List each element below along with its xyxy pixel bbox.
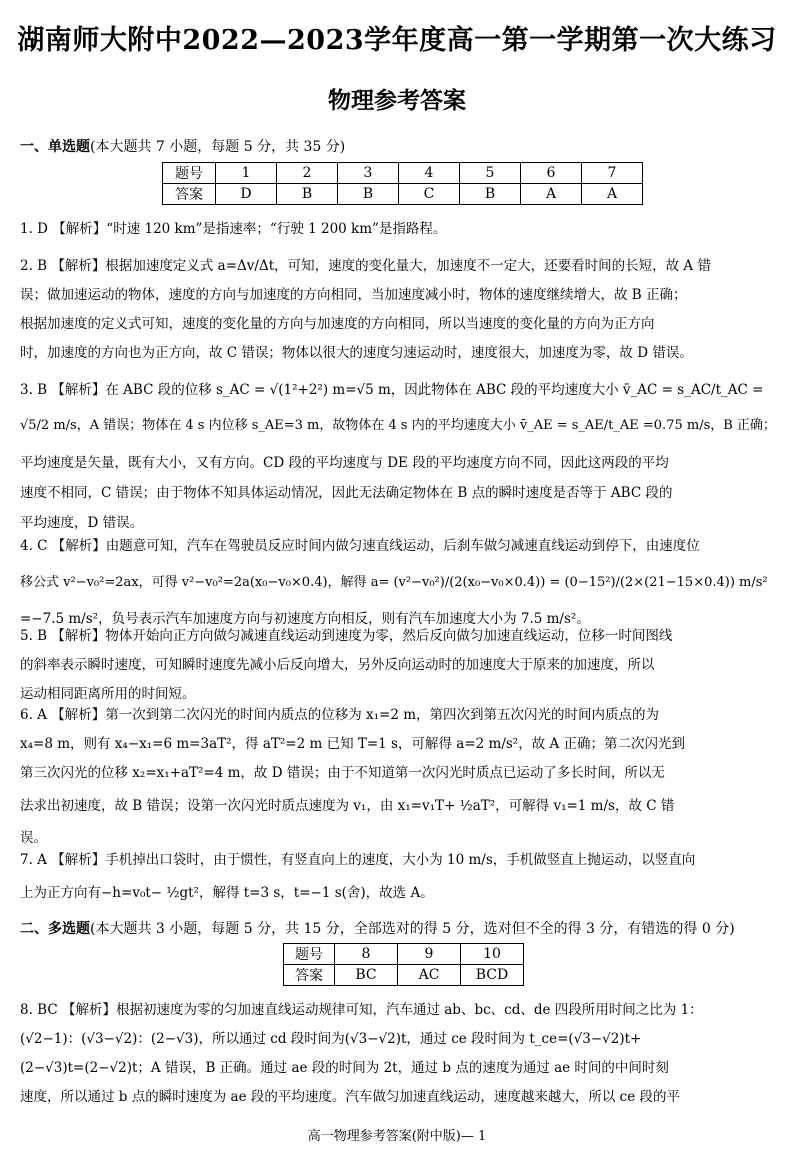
text-line: 误；做加速运动的物体，速度的方向与加速度的方向相同，当加速度减小时，物体的速度继续增大，故 B 正确； [20,287,687,303]
table-cell: A [582,184,643,205]
text-line: 平均速度是矢量，既有大小，又有方向。CD 段的平均速度与 DE 段的平均速度方向不同，因此这两段的平均 [20,455,669,471]
table-cell: 3 [338,163,399,184]
table-cell: 答案 [284,965,335,986]
section2-heading-line [20,918,735,938]
table-cell: 6 [521,163,582,184]
section1-heading: 一、单选题 [20,139,90,155]
section2-answer-table [283,943,524,986]
text-line: 第三次闪光的位移 x₂=x₁+aT²=4 m，故 D 错误；由于不知道第一次闪光时质点已运动了多长时间，所以无 [20,765,665,781]
table-cell: 7 [582,163,643,184]
text-line: (2−√3)t=(2−√2)t；A 错误，B 正确。通过 ae 段的时间为 2t，通过 b 点的速度为通过 ae 时间的中间时刻 [20,1060,669,1076]
table-cell: 4 [399,163,460,184]
table-cell: 题号 [284,944,335,965]
table-cell: B [338,184,399,205]
table-cell: 1 [216,163,277,184]
table-cell: 答案 [163,184,216,205]
text-line: 速度，所以通过 b 点的瞬时速度为 ae 段的平均速度。汽车做匀加速直线运动，速度越来越大，所以 ce 段的平 [20,1089,680,1105]
text-line: 平均速度，D 错误。 [20,515,144,531]
table-cell: AC [398,965,461,986]
text-line: 时，加速度的方向也为正方向，故 C 错误；物体以很大的速度匀速运动时，速度很大，加速度为零，故 D 错误。 [20,345,693,361]
text-line: 4. C 【解析】由题意可知，汽车在驾驶员反应时间内做匀速直线运动，后刹车做匀减速直线运动到停下，由速度位 [20,538,700,554]
section2-heading: 二、多选题 [20,921,90,937]
table-cell: 10 [461,944,524,965]
text-line: 根据加速度的定义式可知，速度的变化量的方向与加速度的方向相同，所以当速度的变化量的方向为正方向 [20,316,655,332]
text-line: 移公式 v²−v₀²=2ax，可得 v²−v₀²=2a(x₀−v₀×0.4)，解得 a= (v²−v₀²)/(2(x₀−v₀×0.4)) = (0−15²)/(2×(21−15×0.4)) m/s² [20,575,768,590]
text-line: 运动相同距离所用的时间短。 [20,686,196,702]
question-5 [20,622,780,709]
section2-note: (本大题共 3 小题，每题 5 分，共 15 分，全部选对的得 5 分，选对但不全的得 3 分，有错选的得 0 分) [90,921,735,937]
text-line: 5. B 【解析】物体开始向正方向做匀减速直线运动到速度为零，然后反向做匀加速直线运动，位移一时间图线 [20,628,673,644]
section2-header-row [284,944,524,965]
text-line: 法求出初速度，故 B 错误；设第一次闪光时质点速度为 v₁，由 x₁=v₁T+ ½aT²，可解得 v₁=1 m/s，故 C 错 [20,798,675,814]
page-footer: 高一物理参考答案(附中版)— 1 [307,1129,487,1144]
table-cell: C [399,184,460,205]
question-7 [20,846,780,911]
section2-answer-row [284,965,524,986]
question-8 [20,996,780,1112]
text-line: 6. A 【解析】第一次到第二次闪光的时间内质点的位移为 x₁=2 m，第四次到第五次闪光的时间内质点的为 [20,707,660,723]
text-line: 2. B 【解析】根据加速度定义式 a=Δv/Δt，可知，速度的变化量大，加速度不一定大，还要看时间的长短，故 A 错 [20,258,711,274]
table-cell: A [521,184,582,205]
table-cell: 题号 [163,163,216,184]
text-line: 3. B 【解析】在 ABC 段的位移 s_AC = √(1²+2²) m=√5 m，因此物体在 ABC 段的平均速度大小 v̄_AC = s_AC/t_AC = [20,382,764,398]
text-line: 误。 [20,830,47,846]
document-title: 湖南师大附中2022—2023学年度高一第一学期第一次大练习 [17,25,777,56]
text-line: 的斜率表示瞬时速度，可知瞬时速度先减小后反向增大，另外反向运动时的加速度大于原来的加速度，所以 [20,657,655,673]
table-cell: D [216,184,277,205]
table-cell: 8 [335,944,398,965]
table-cell: B [460,184,521,205]
table-cell: 5 [460,163,521,184]
question-4 [20,530,780,634]
question-1 [20,215,780,244]
question-2 [20,252,780,368]
table-cell: 9 [398,944,461,965]
section1-note: (本大题共 7 小题，每题 5 分，共 35 分) [90,139,346,155]
table-cell: BCD [461,965,524,986]
table-cell: BC [335,965,398,986]
table-cell: B [277,184,338,205]
text-line: √5/2 m/s，A 错误；物体在 4 s 内位移 s_AE=3 m，故物体在 4 s 内的平均速度大小 v̄_AE = s_AE/t_AE =0.75 m/s，B 正确； [20,418,776,433]
table-cell: 2 [277,163,338,184]
section1-answer-table [162,162,643,205]
section1-heading-line [20,136,345,156]
section1-answer-row [163,184,643,205]
section1-header-row [163,163,643,184]
text-line: 1. D 【解析】“时速 120 km”是指速率；“行驶 1 200 km”是指路程。 [20,221,447,237]
document-subtitle: 物理参考答案 [328,87,466,114]
text-line: 8. BC 【解析】根据初速度为零的匀加速直线运动规律可知，汽车通过 ab、bc、cd、de 四段所用时间之比为 1： [20,1002,703,1018]
text-line: 上为正方向有−h=v₀t− ½gt²，解得 t=3 s，t=−1 s(舍)，故选 A。 [20,885,434,901]
text-line: =−7.5 m/s²，负号表示汽车加速度方向与初速度方向相反，则有汽车加速度大小为 7.5 m/s²。 [20,611,590,627]
question-3 [20,372,780,538]
text-line: 7. A 【解析】手机掉出口袋时，由于惯性，有竖直向上的速度，大小为 10 m/s，手机做竖直上抛运动，以竖直向 [20,852,696,868]
text-line: 速度不相同，C 错误；由于物体不知具体运动情况，因此无法确定物体在 B 点的瞬时速度是否等于 ABC 段的 [20,485,673,501]
text-line: x₄=8 m，则有 x₄−x₁=6 m=3aT²，得 aT²=2 m 已知 T=1 s，可解得 a=2 m/s²，故 A 正确；第二次闪光到 [20,736,686,752]
text-line: (√2−1)：(√3−√2)：(2−√3)，所以通过 cd 段时间为(√3−√2)t，通过 ce 段时间为 t_ce=(√3−√2)t+ [20,1031,642,1047]
question-6 [20,701,780,853]
